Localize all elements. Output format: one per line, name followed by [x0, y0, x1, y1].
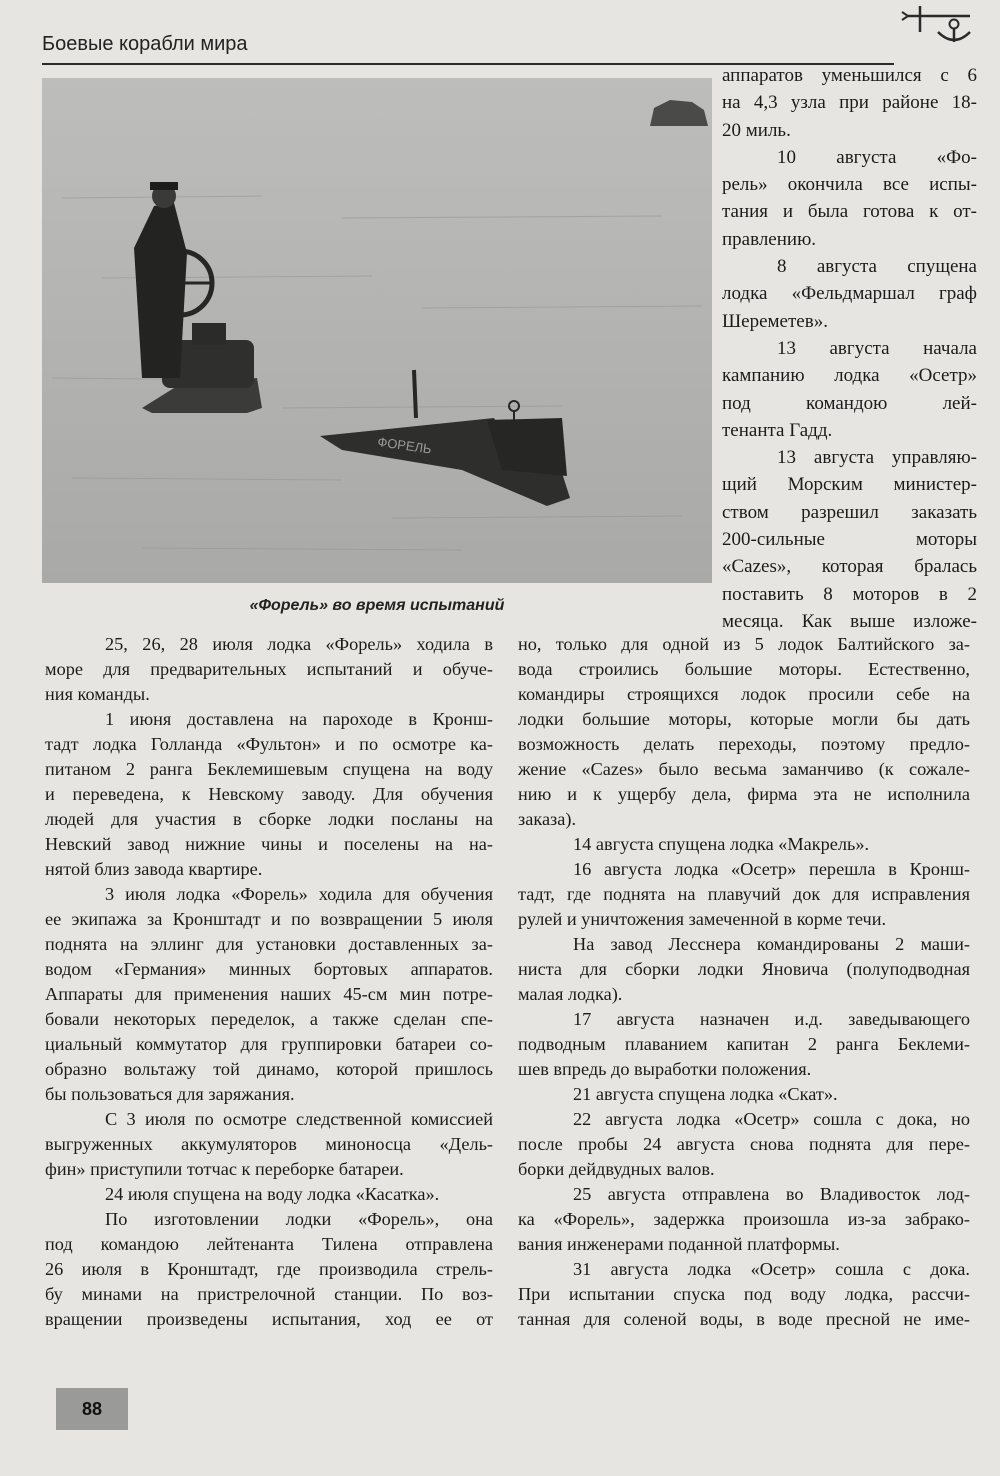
text-line: ниста для сборки лодки Яновича (полуподводная	[518, 959, 970, 979]
anchor-icon	[898, 2, 974, 50]
text-line: щий Морским министер-	[722, 474, 977, 496]
text-column-left	[45, 632, 493, 1332]
text-line: на 4,3 узла при районе 18-	[722, 92, 977, 114]
text-line: 22 августа лодка «Осетр» сошла с дока, но	[573, 1109, 970, 1129]
text-line: рель» окончила все испы-	[722, 174, 977, 196]
text-line: Шереметев».	[722, 310, 828, 332]
text-line: командиры строящихся лодок просили себе на	[518, 684, 970, 704]
text-line: 13 августа управляю-	[777, 447, 977, 469]
text-line: водом «Германия» минных бортовых аппаратов.	[45, 959, 493, 979]
text-line: тания и была готова к от-	[722, 201, 977, 223]
text-line: и переведена, к Невскому заводу. Для обучения	[45, 784, 493, 804]
text-line: правлению.	[722, 228, 817, 250]
text-line: бы пользоваться для заряжания.	[45, 1084, 295, 1104]
running-head-title: Боевые корабли мира	[42, 33, 248, 55]
text-line: 16 августа лодка «Осетр» перешла в Кронш-	[573, 859, 970, 879]
text-line: вания инженерами поданной платформы.	[518, 1234, 840, 1254]
text-line: аппаратов уменьшился с 6	[722, 65, 977, 86]
text-line: людей для участия в сборке лодки посланы на	[45, 809, 493, 829]
text-line: бу минами на пристрелочной станции. По воз-	[45, 1284, 493, 1304]
text-line: тенанта Гадд.	[722, 419, 833, 441]
text-line: «Cazes», которая бралась	[722, 556, 977, 578]
text-line: 14 августа спущена лодка «Макрель».	[573, 834, 870, 854]
text-line: кампанию лодка «Осетр»	[722, 365, 977, 387]
text-line: вращении произведены испытания, ход ее от	[45, 1309, 493, 1329]
text-line: рулей и уничтожения замеченной в корме течи.	[518, 909, 887, 929]
text-column-right	[518, 632, 970, 1332]
text-line: На завод Лесснера командированы 2 маши-	[573, 934, 970, 954]
text-line: ством разрешил заказать	[722, 501, 977, 523]
text-line: возможность делать переходы, поэтому предло-	[518, 734, 970, 754]
text-line: поставить 8 моторов в 2	[722, 583, 977, 605]
text-line: после пробы 24 августа снова поднята для пере-	[518, 1134, 970, 1154]
text-line: малая лодка).	[518, 984, 623, 1004]
text-line: 20 миль.	[722, 119, 791, 141]
text-line: 21 августа спущена лодка «Скат».	[573, 1084, 838, 1104]
text-line: вода строились большие моторы. Естественно,	[518, 659, 970, 679]
text-line: поднята на эллинг для установки доставленных за-	[45, 934, 493, 954]
text-line: 1 июня доставлена на пароходе в Кронш-	[105, 709, 493, 729]
text-line: 13 августа начала	[777, 337, 977, 359]
text-line: образно вольтажу той динамо, которой пришлось	[45, 1059, 493, 1079]
text-line: Невский завод нижние чины и поселены на на-	[45, 834, 493, 854]
submarine-trial-photo	[42, 78, 712, 583]
text-line: Аппараты для применения наших 45-см мин потре-	[45, 984, 493, 1004]
text-line: море для предварительных испытаний и обуче-	[45, 659, 493, 679]
text-line: нятой близ завода квартире.	[45, 859, 263, 879]
text-line: 200-сильные моторы	[722, 529, 977, 551]
text-line: 17 августа назначен и.д. заведывающего	[573, 1009, 970, 1029]
text-line: циальный коммутатор для группировки батареи со-	[45, 1034, 493, 1054]
text-line: лодки большие моторы, которые могли бы дать	[518, 709, 970, 729]
text-line: По изготовлении лодки «Форель», она	[105, 1209, 493, 1229]
text-line: под командою лей-	[722, 392, 977, 414]
text-line: 3 июля лодка «Форель» ходила для обучения	[105, 884, 493, 904]
text-line: фин» приступили тотчас к переборке батареи.	[45, 1159, 404, 1179]
text-line: месяца. Как выше изложе-	[722, 610, 977, 632]
hull-lettering: ФОРЕЛЬ	[376, 434, 433, 457]
text-line: 25, 26, 28 июля лодка «Форель» ходила в	[105, 634, 493, 654]
text-column-top-right	[722, 62, 977, 635]
text-line: заказа).	[518, 809, 577, 829]
text-line: под командою лейтенанта Тилена отправлена	[45, 1234, 493, 1254]
text-line: танная для соленой воды, в воде пресной не име-	[518, 1309, 970, 1329]
text-line: тадт, где поднята на плавучий док для исправления	[518, 884, 970, 904]
page-number: 88	[56, 1388, 128, 1430]
text-line: ния команды.	[45, 684, 150, 704]
figure-caption: «Форель» во время испытаний	[249, 597, 505, 614]
text-line: но, только для одной из 5 лодок Балтийского за-	[518, 634, 970, 654]
text-line: 24 июля спущена на воду лодка «Касатка».	[105, 1184, 440, 1204]
text-line: питаном 2 ранга Беклемишевым спущена на воду	[45, 759, 493, 779]
text-line: подводным плаванием капитан 2 ранга Беклеми-	[518, 1034, 970, 1054]
text-line: шев впредь до выработки положения.	[518, 1059, 812, 1079]
text-line: 31 августа лодка «Осетр» сошла с дока.	[573, 1259, 970, 1279]
text-line: бовали некоторых переделок, а также сделан спе-	[45, 1009, 493, 1029]
text-line: борки дейдвудных валов.	[518, 1159, 715, 1179]
text-line: 10 августа «Фо-	[777, 146, 977, 168]
text-line: выгруженных аккумуляторов миноносца «Дель-	[45, 1134, 493, 1154]
text-line: 25 августа отправлена во Владивосток лод-	[573, 1184, 970, 1204]
text-line: нию и к ущербу дела, фирма эта не исполнила	[518, 784, 970, 804]
text-line: тадт лодка Голланда «Фультон» и по осмотре ка-	[45, 734, 493, 754]
text-line: ка «Форель», задержка произошла из-за забрако-	[518, 1209, 970, 1229]
text-line: жение «Cazes» было весьма заманчиво (к сожале-	[518, 759, 970, 779]
text-line: ее экипажа за Кронштадт и по возвращении 5 июля	[45, 909, 493, 929]
text-line: лодка «Фельдмаршал граф	[722, 283, 977, 305]
text-line: 26 июля в Кронштадт, где производила стрель-	[45, 1259, 493, 1279]
text-line: При испытании спуска под воду лодка, рассчи-	[518, 1284, 970, 1304]
text-line: С 3 июля по осмотре следственной комиссией	[105, 1109, 493, 1129]
text-line: 8 августа спущена	[777, 256, 977, 278]
